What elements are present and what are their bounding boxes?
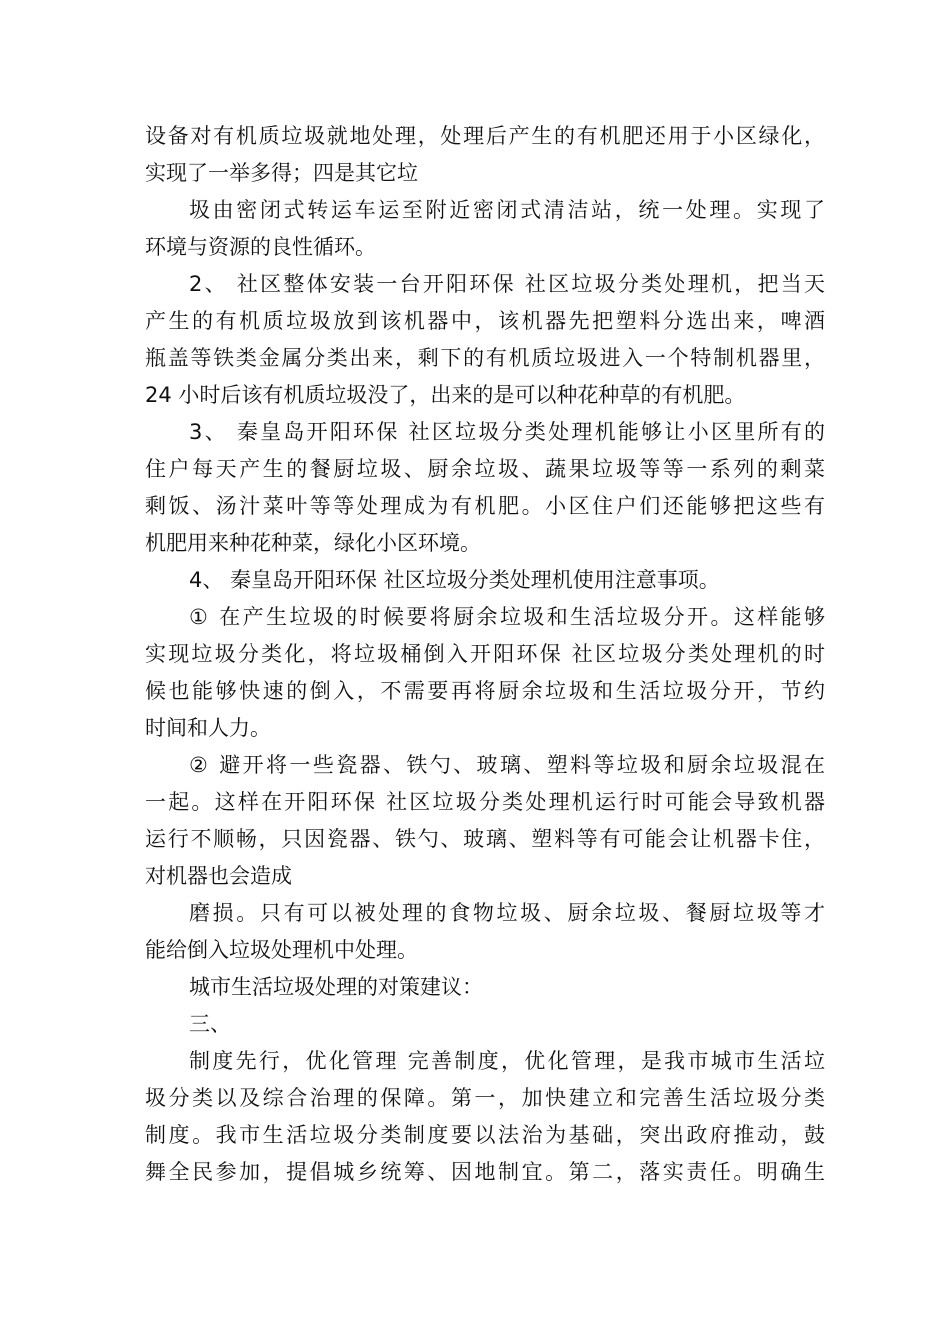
text-line: 瓶盖等铁类金属分类出来，剩下的有机质垃圾进入一个特制机器里， <box>145 346 825 370</box>
text-line: 城市生活垃圾处理的对策建议： <box>189 975 483 999</box>
text-line: 运行不顺畅，只因瓷器、铁勺、玻璃、塑料等有可能会让机器卡住， <box>145 827 825 851</box>
text-line: 圾由密闭式转运车运至附近密闭式清洁站，统一处理。实现了 <box>189 198 825 222</box>
text-line: 能给倒入垃圾处理机中处理。 <box>145 938 418 962</box>
text-line: 机肥用来种花种菜，绿化小区环境。 <box>145 531 481 555</box>
text-line: 剩饭、汤汁菜叶等等处理成为有机肥。小区住户们还能够把这些有 <box>145 494 825 518</box>
text-line: 磨损。只有可以被处理的食物垃圾、厨余垃圾、餐厨垃圾等才 <box>189 901 825 925</box>
text-line: 时间和人力。 <box>145 716 271 740</box>
text-line: ② 避开将一些瓷器、铁勺、玻璃、塑料等垃圾和厨余垃圾混在 <box>189 753 825 777</box>
text-line: 候也能够快速的倒入，不需要再将厨余垃圾和生活垃圾分开，节约 <box>145 679 825 703</box>
text-line: 实现垃圾分类化，将垃圾桶倒入开阳环保 社区垃圾分类处理机的时 <box>145 642 825 666</box>
text-line: 制度先行，优化管理 完善制度，优化管理，是我市城市生活垃 <box>189 1049 825 1073</box>
body-text <box>145 118 825 1191</box>
text-line: 舞全民参加，提倡城乡统筹、因地制宜。第二，落实责任。明确生 <box>145 1160 825 1184</box>
text-line: 住户每天产生的餐厨垃圾、厨余垃圾、蔬果垃圾等等一系列的剩菜 <box>145 457 825 481</box>
text-line: 4、 秦皇岛开阳环保 社区垃圾分类处理机使用注意事项。 <box>189 568 720 592</box>
text-line: 一起。这样在开阳环保 社区垃圾分类处理机运行时可能会导致机器 <box>145 790 825 814</box>
text-line: 对机器也会造成 <box>145 864 292 888</box>
text-line: 环境与资源的良性循环。 <box>145 235 376 259</box>
text-line: 3、 秦皇岛开阳环保 社区垃圾分类处理机能够让小区里所有的 <box>189 420 825 444</box>
text-line: 三、 <box>189 1012 231 1036</box>
text-line: 2、 社区整体安装一台开阳环保 社区垃圾分类处理机，把当天 <box>189 272 825 296</box>
text-line: 制度。我市生活垃圾分类制度要以法治为基础，突出政府推动，鼓 <box>145 1123 825 1147</box>
text-line: 设备对有机质垃圾就地处理，处理后产生的有机肥还用于小区绿化， <box>145 124 825 148</box>
text-line: 实现了一举多得；四是其它垃 <box>145 161 418 185</box>
text-line: 产生的有机质垃圾放到该机器中，该机器先把塑料分选出来，啤酒 <box>145 309 825 333</box>
text-line: ① 在产生垃圾的时候要将厨余垃圾和生活垃圾分开。这样能够 <box>189 605 825 629</box>
text-line: 24 小时后该有机质垃圾没了，出来的是可以种花种草的有机肥。 <box>145 383 746 407</box>
text-line: 圾分类以及综合治理的保障。第一，加快建立和完善生活垃圾分类 <box>145 1086 825 1110</box>
